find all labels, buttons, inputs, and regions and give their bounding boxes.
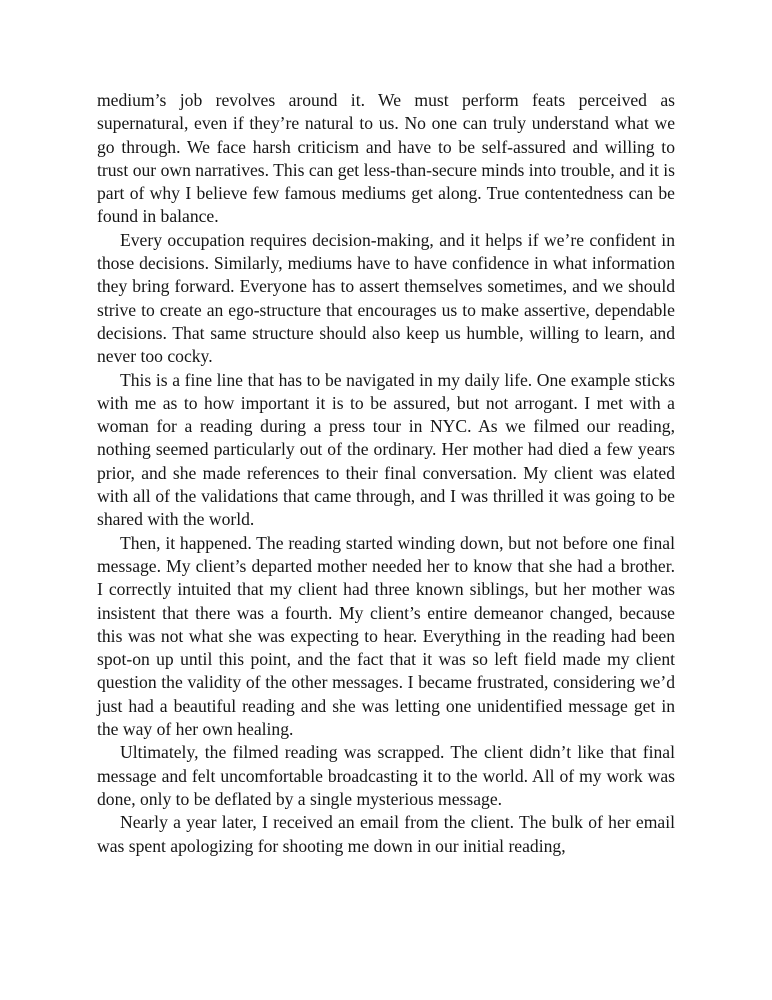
page-body xyxy=(97,89,675,858)
paragraph: Every occupation requires decision-making, and it helps if we’re confident in those decisions. Similarly, mediums have to have confidence in what information they bring forward. Everyone has to assert themselves sometimes, and we should strive to create an ego-structure that encourages us to make assertive, dependable decisions. That same structure should also keep us humble, willing to learn, and never too cocky. xyxy=(97,229,675,367)
paragraph: Nearly a year later, I received an email from the client. The bulk of her email was spent apologizing for shooting me down in our initial reading, xyxy=(97,812,675,856)
paragraph-continued: medium’s job revolves around it. We must perform feats perceived as supernatural, even if they’re natural to us. No one can truly understand what we go through. We face harsh criticism and have to be self-assured and willing to trust our own narratives. This can get less-than-secure minds into trouble, and it is part of why I believe few famous mediums get along. True contentedness can be found in balance. xyxy=(97,90,675,227)
paragraph: Ultimately, the filmed reading was scrapped. The client didn’t like that final message and felt uncomfortable broadcasting it to the world. All of my work was done, only to be deflated by a single mysterious message. xyxy=(97,742,675,809)
paragraph: This is a fine line that has to be navigated in my daily life. One example sticks with me as to how important it is to be assured, but not arrogant. I met with a woman for a reading during a press tour in NYC. As we filmed our reading, nothing seemed particularly out of the ordinary. Her mother had died a few years prior, and she made references to their final conversation. My client was elated with all of the validations that came through, and I was thrilled it was going to be shared with the world. xyxy=(97,369,675,530)
paragraph: Then, it happened. The reading started winding down, but not before one final message. My client’s departed mother needed her to know that she had a brother. I correctly intuited that my client had three known siblings, but her mother was insistent that there was a fourth. My client’s entire demeanor changed, because this was not what she was expecting to hear. Everything in the reading had been spot-on up until this point, and the fact that it was so left field made my client question the validity of the other messages. I became frustrated, considering we’d just had a beautiful reading and she was letting one unidentified message get in the way of her own healing. xyxy=(97,532,675,740)
